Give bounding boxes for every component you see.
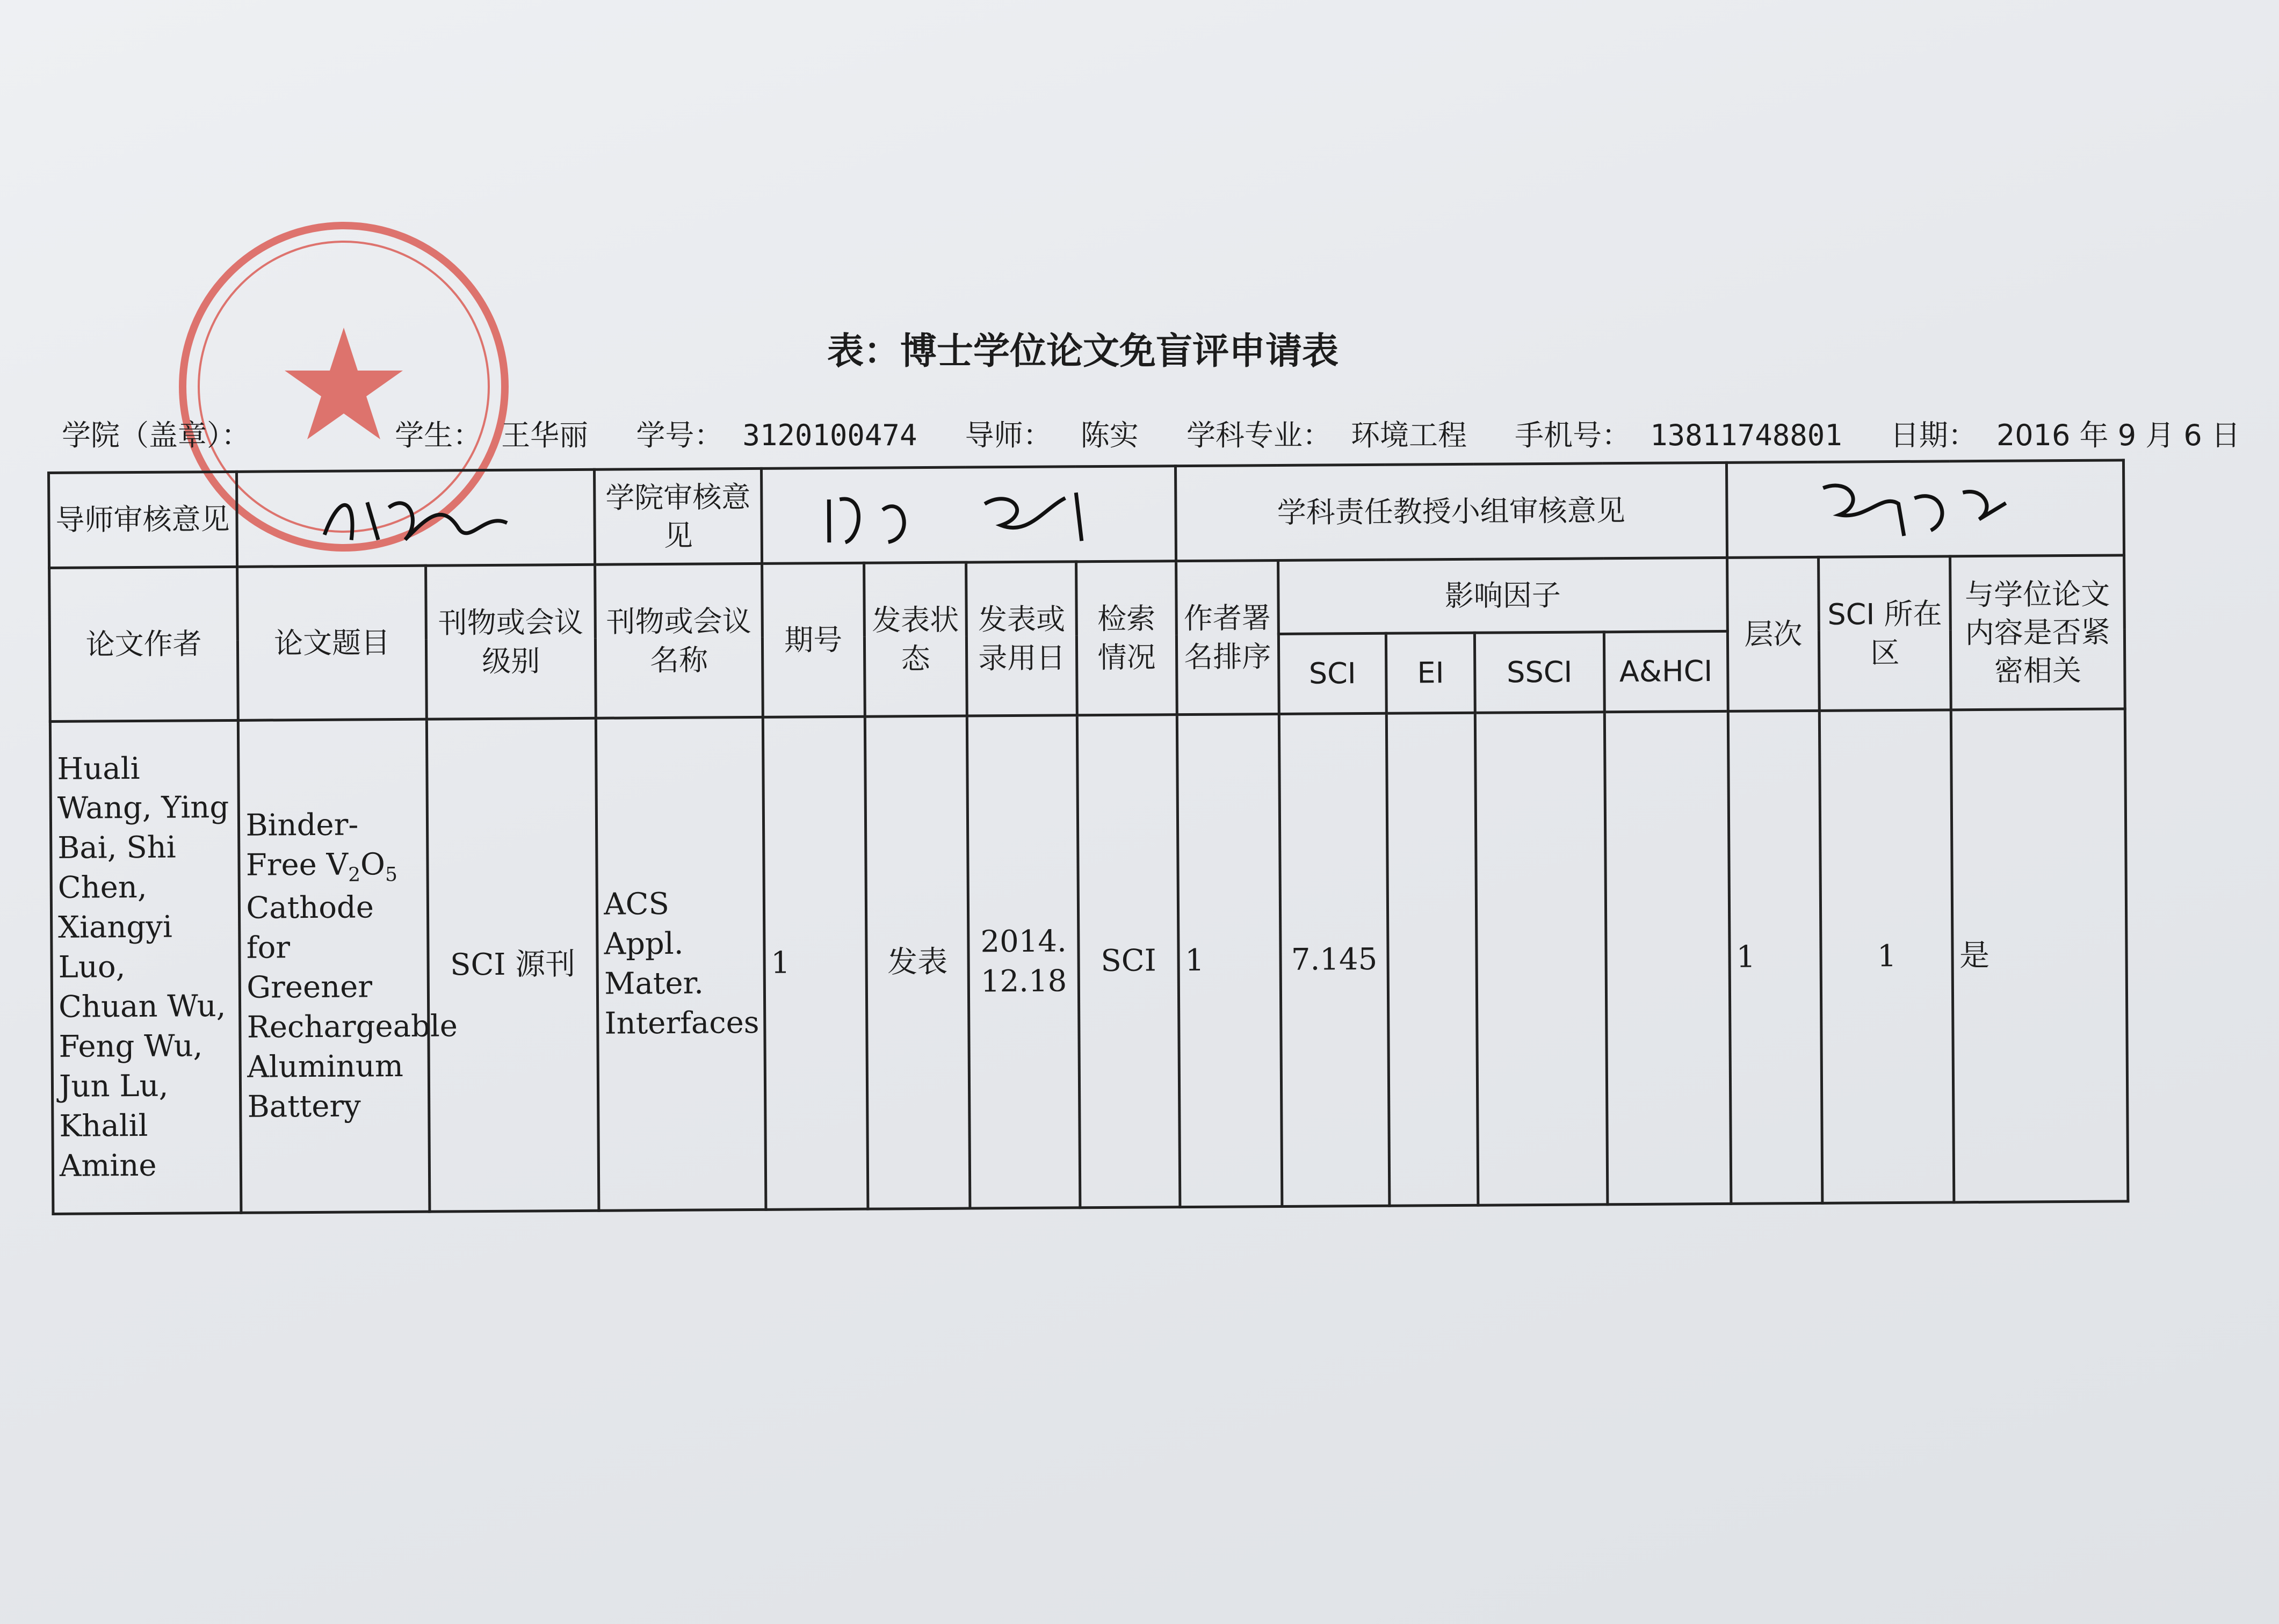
cell-title: Binder-Free $V_2O_5$ Cathode for Greener Rechargeable Aluminum Battery — [238, 719, 430, 1213]
col-tier: 层次 — [1727, 557, 1819, 711]
cell-journal: ACS Appl. Mater. Interfaces — [596, 717, 766, 1210]
advisor-field: 导师： 陈实 — [965, 418, 1139, 452]
student-id-field: 学号： 3120100474 — [636, 418, 917, 452]
application-table — [47, 459, 2129, 1215]
col-index: 检索情况 — [1076, 561, 1177, 715]
student-field: 学生： 王华丽 — [395, 418, 589, 452]
college-opinion-label: 学院审核意见 — [595, 468, 762, 564]
cell-pub-date: 2014. 12.18 — [967, 715, 1080, 1208]
col-ssci: SSCI — [1475, 632, 1604, 713]
col-rank: 作者署名排序 — [1176, 561, 1279, 715]
date-field: 日期： 2016 年 9 月 6 日 — [1890, 418, 2240, 452]
cell-level: SCI 源刊 — [426, 718, 599, 1212]
cell-issue: 1 — [763, 716, 868, 1209]
col-pub-date: 发表或录用日 — [966, 562, 1077, 716]
col-ei: EI — [1386, 633, 1475, 713]
advisor-signature — [237, 469, 595, 567]
col-impact-factor: 影响因子 — [1278, 557, 1727, 634]
col-journal: 刊物或会议名称 — [595, 563, 763, 718]
college-signature — [761, 466, 1176, 564]
col-sci-zone: SCI 所在区 — [1819, 556, 1951, 711]
col-ahci: A&HCI — [1604, 631, 1728, 712]
table-row — [50, 709, 2128, 1214]
advisor-opinion-label: 导师审核意见 — [49, 472, 238, 568]
cell-rank: 1 — [1177, 714, 1282, 1207]
page-title: 表：博士学位论文免盲评申请表 — [827, 330, 1339, 373]
col-issue: 期号 — [762, 563, 865, 717]
col-related: 与学位论文内容是否紧密相关 — [1950, 555, 2125, 710]
cell-ei-if — [1386, 713, 1478, 1206]
cell-status: 发表 — [865, 716, 970, 1209]
cell-related: 是 — [1951, 709, 2128, 1202]
cell-tier: 1 — [1728, 711, 1822, 1204]
col-author: 论文作者 — [49, 567, 238, 721]
cell-ahci-if — [1604, 711, 1731, 1204]
cell-sci-zone: 1 — [1819, 710, 1954, 1203]
cell-index: SCI — [1077, 715, 1180, 1208]
committee-opinion-label: 学科责任教授小组审核意见 — [1175, 462, 1727, 561]
review-row — [49, 460, 2124, 568]
col-level: 刊物或会议级别 — [425, 564, 596, 719]
cell-authors: Huali Wang, Ying Bai, Shi Chen, Xiangyi Luo, Chuan Wu, Feng Wu, Jun Lu, Khalil Amine — [50, 720, 241, 1214]
col-status: 发表状态 — [864, 562, 967, 716]
col-title: 论文题目 — [237, 566, 426, 720]
header-row — [49, 555, 2125, 642]
cell-ssci-if — [1475, 712, 1608, 1205]
info-line — [62, 412, 2240, 454]
phone-field: 手机号： 13811748801 — [1515, 418, 1842, 452]
col-sci: SCI — [1278, 633, 1386, 714]
cell-sci-if: 7.145 — [1279, 713, 1390, 1206]
committee-signature — [1726, 460, 2124, 558]
major-field: 学科专业： 环境工程 — [1186, 418, 1467, 452]
college-label: 学院（盖章）： — [62, 418, 250, 452]
